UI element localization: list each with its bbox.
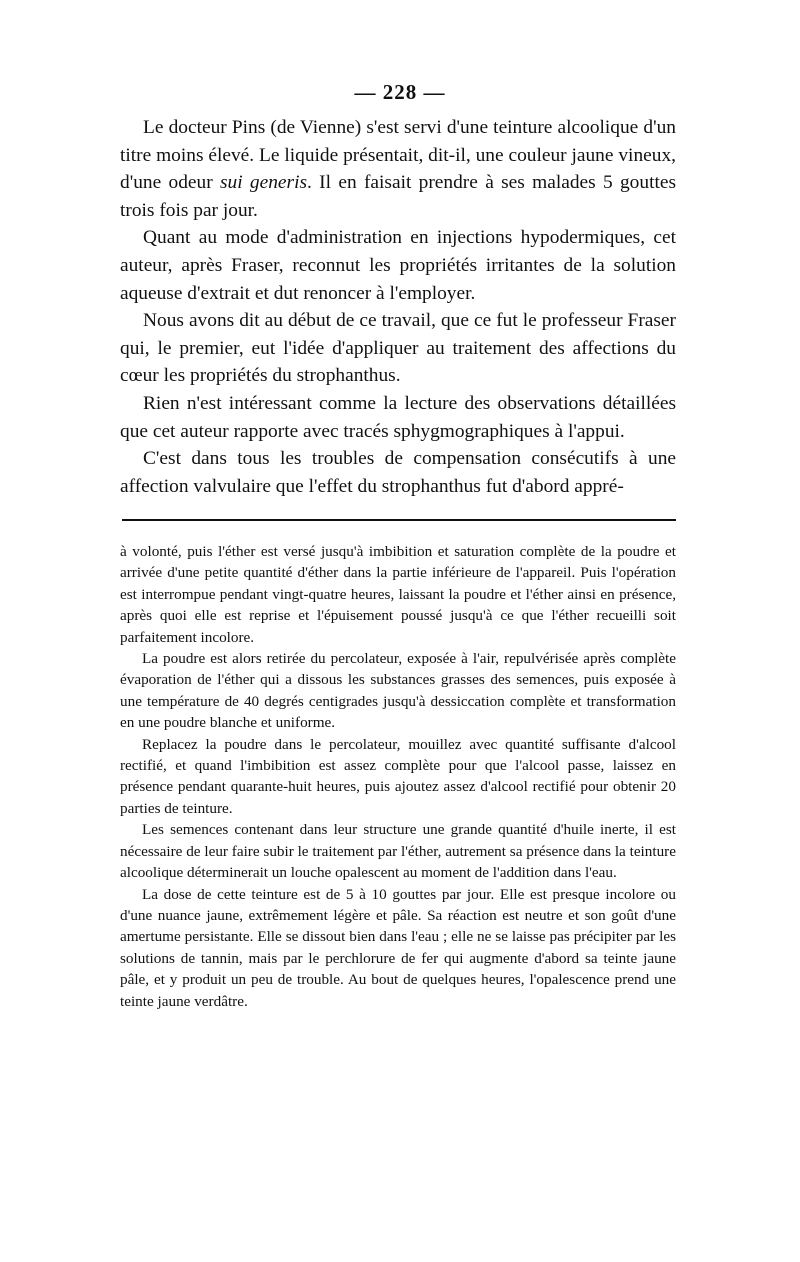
- footnote-paragraph-2: La poudre est alors retirée du percolateur, exposée à l'air, repulvérisée après complète évaporation de l'éther qui a dissous les substances grasses des semences, puis exposée à une température de 40 degrés centigrades jusqu'à dessiccation complète et transformation en une poudre blanche et uniforme.: [120, 650, 676, 732]
- main-paragraph-1: [120, 114, 676, 224]
- main-paragraph-3: Nous avons dit au début de ce travail, que ce fut le professeur Fraser qui, le premier, eut l'idée d'appliquer au traitement des affections du cœur les propriétés du strophanthus.: [120, 310, 676, 387]
- footnote-paragraph-5: La dose de cette teinture est de 5 à 10 gouttes par jour. Elle est presque incolore ou d'une nuance jaune, extrêmement légère et pâle. Sa réaction est neutre et son goût d'une amertume persistante. Elle se dissout bien dans l'eau ; elle ne se laisse pas précipiter par les solutions de tannin, mais par le perchlorure de fer qui augmente d'abord sa teinte jaune pâle, et y produit un peu de trouble. Au bout de quelques heures, l'opalescence prend une teinte jaune verdâtre.: [120, 885, 676, 1010]
- main-paragraph-4: Rien n'est intéressant comme la lecture des observations détaillées que cet auteur rapporte avec tracés sphygmographiques à l'appui.: [120, 392, 676, 442]
- footnote-paragraph-3: Replacez la poudre dans le percolateur, mouillez avec quantité suffisante d'alcool rectifié, et quand l'imbibition est assez complète pour que l'alcool passe, laissez en présence pendant quarante-huit heures, puis ajoutez assez d'alcool rectifié pour obtenir 20 parties de teinture.: [120, 735, 676, 817]
- main-text: [120, 114, 676, 500]
- main-paragraph-1-part-b: . Il en faisait prendre à ses malades 5 gouttes trois fois par jour.: [120, 172, 677, 221]
- main-paragraph-2: Quant au mode d'administration en injections hypodermiques, cet auteur, après Fraser, reconnut les propriétés irritantes de la solution aqueuse d'extrait et dut renoncer à l'employer.: [120, 227, 676, 304]
- footnote-text: [120, 541, 676, 1012]
- footnote-paragraph-4: Les semences contenant dans leur structure une grande quantité d'huile inerte, il est nécessaire de leur faire subir le traitement par l'éther, autrement sa présence dans la teinture alcoolique déterminerait un louche opalescent au moment de l'addition dans l'eau.: [120, 821, 676, 882]
- footnote-paragraph-1: à volonté, puis l'éther est versé jusqu'à imbibition et saturation complète de la poudre et arrivée d'une petite quantité d'éther dans la partie inférieure de l'appareil. Puis l'opération est interrompue pendant vingt-quatre heures, laissant la poudre et l'éther ainsi en présence, après quoi elle est reprise et l'épuisement poussé jusqu'à ce que l'éther recueilli soit parfaitement incolore.: [120, 543, 676, 646]
- page-number: — 228 —: [354, 80, 446, 104]
- latin-phrase: sui generis: [219, 172, 308, 194]
- main-paragraph-1-part-a: Le docteur Pins (de Vienne) s'est servi d'une teinture alcoolique d'un titre moins élevé. Le liquide présentait, dit-il, une couleur jaune vineux, d'une odeur: [120, 117, 676, 194]
- footnote-divider: [122, 519, 676, 521]
- main-paragraph-5: C'est dans tous les troubles de compensation consécutifs à une affection valvulaire que l'effet du strophanthus fut d'abord appré-: [120, 448, 676, 497]
